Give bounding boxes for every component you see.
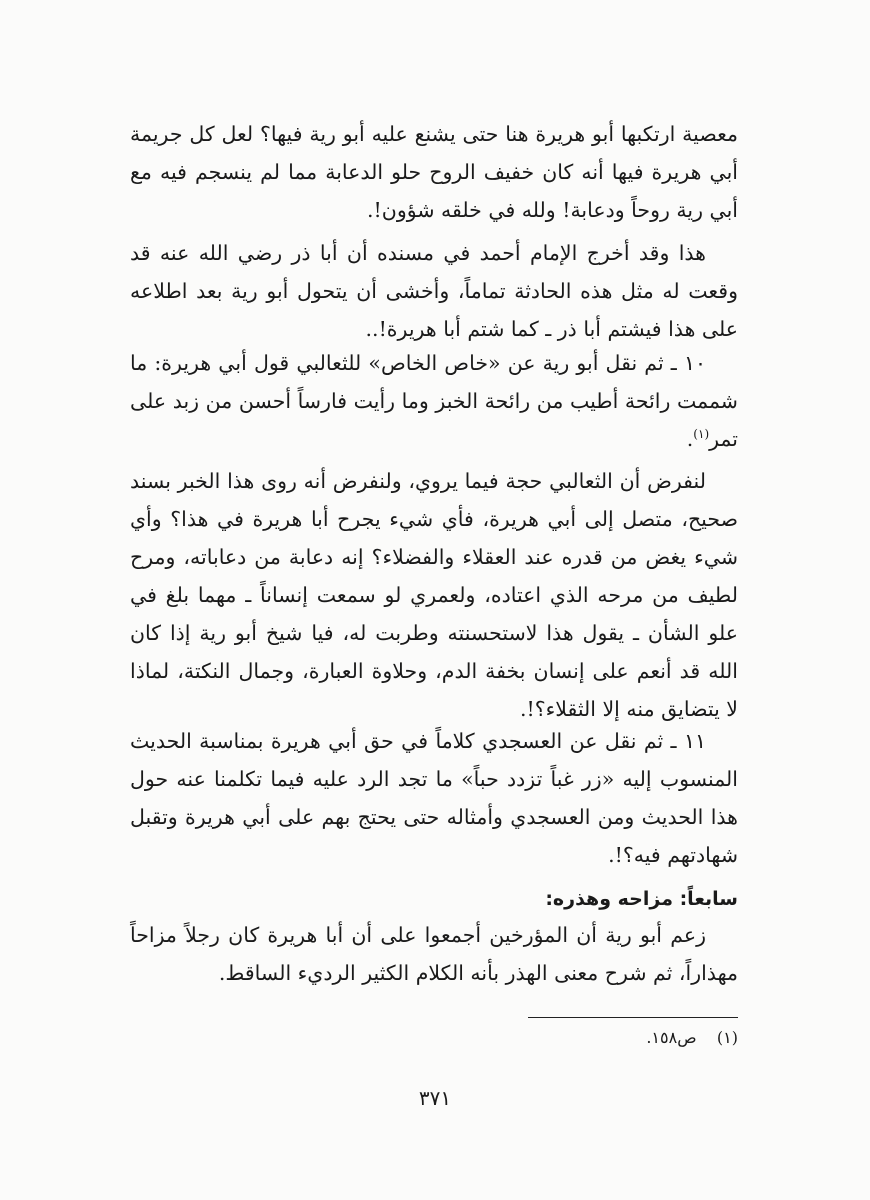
paragraph-item-10	[130, 344, 738, 458]
footnote-marker: (١)	[716, 1028, 738, 1047]
section-heading: سابعاً: مزاحه وهذره:	[545, 888, 738, 910]
footnote-reference: (١)	[693, 427, 710, 442]
paragraph-response	[130, 462, 738, 728]
footnote-divider	[528, 1017, 738, 1018]
paragraph-text: معصية ارتكبها أبو هريرة هنا حتى يشنع عليه أبو رية فيها؟ لعل كل جريمة أبي هريرة فيها أنه كان خفيف الروح حلو الدعابة مما لم ينسجم فيه مع أبي رية روحاً ودعابة! ولله في خلقه شؤون!.	[130, 122, 738, 222]
page-number: ٣٧١	[418, 1086, 452, 1110]
paragraph-main-text: ١٠ ـ ثم نقل أبو رية عن «خاص الخاص» للثعالبي قول أبي هريرة: ما شممت رائحة أطيب من رائحة الخبز وما رأيت فارساً أحسن من زبد على تمر	[130, 351, 738, 451]
paragraph-continuation	[130, 115, 738, 229]
paragraph-section-seven	[130, 916, 738, 992]
paragraph-text: ١١ ـ ثم نقل عن العسجدي كلاماً في حق أبي هريرة بمناسبة الحديث المنسوب إليه «زر غباً تزدد حباً» ما تجد الرد عليه فيما تكلمنا عنه حول هذا الحديث ومن العسجدي وأمثاله حتى يحتج بهم على أبي هريرة وتقبل شهادتهم فيه؟!.	[130, 729, 738, 867]
paragraph-end: .	[686, 427, 694, 451]
paragraph-text	[130, 344, 738, 458]
paragraph-text: لنفرض أن الثعالبي حجة فيما يروي، ولنفرض أنه روى هذا الخبر بسند صحيح، متصل إلى أبي هريرة، فأي شيء يجرح أبا هريرة في هذا؟ وأي شيء يغض من قدره عند العقلاء والفضلاء؟ إنه دعابة من دعاباته، ومرح لطيف من مرحه الذي اعتاده، ولعمري لو سمعت إنساناً ـ مهما بلغ في علو الشأن ـ يقول هذا لاستحسنته وطربت له، فيا شيخ أبو رية إذا كان الله قد أنعم على إنسان بخفة الدم، وحلاوة العبارة، وجمال النكتة، لماذا لا يتضايق منه إلا الثقلاء؟!.	[130, 469, 738, 721]
paragraph-item-11	[130, 722, 738, 874]
footnote-text: ص١٥٨.	[646, 1028, 697, 1047]
footnote	[646, 1024, 738, 1052]
paragraph-text: هذا وقد أخرج الإمام أحمد في مسنده أن أبا ذر رضي الله عنه قد وقعت له مثل هذه الحادثة تماماً، وأخشى أن يتحول أبو رية بعد اطلاعه على هذا فيشتم أبا ذر ـ كما شتم أبا هريرة!..	[130, 241, 738, 341]
paragraph-text: زعم أبو رية أن المؤرخين أجمعوا على أن أبا هريرة كان رجلاً مزاحاً مهذاراً، ثم شرح معنى الهذر بأنه الكلام الكثير الرديء الساقط.	[130, 923, 738, 985]
paragraph-abu-dharr	[130, 234, 738, 348]
